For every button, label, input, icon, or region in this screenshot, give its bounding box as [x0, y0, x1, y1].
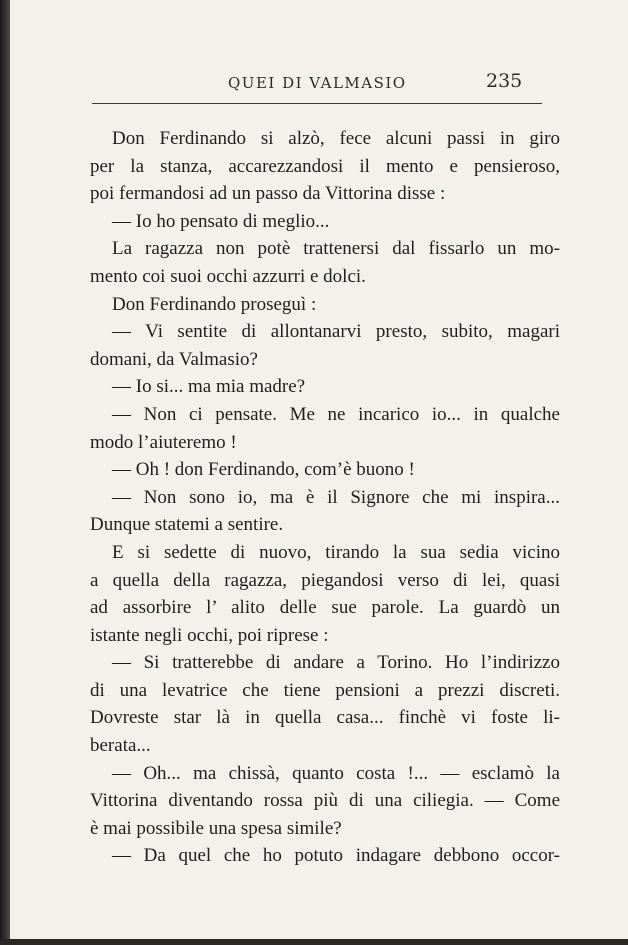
text-line: è mai possibile una spesa simile? — [90, 817, 342, 839]
text-line: — Non sono io, ma è il Signore che mi inspira... — [112, 486, 560, 508]
text-line: per la stanza, accarezzandosi il mento e pensieroso, — [90, 155, 560, 177]
book-page — [10, 0, 628, 945]
text-line: — Oh ! don Ferdinando, com’è buono ! — [112, 459, 415, 481]
text-line: istante negli occhi, poi riprese : — [90, 624, 329, 646]
text-line: — Io ho pensato di meglio... — [112, 210, 330, 232]
text-line: Don Ferdinando proseguì : — [112, 293, 317, 315]
text-line: Dunque statemi a sentire. — [90, 514, 284, 536]
text-line: modo l’aiuteremo ! — [90, 431, 237, 453]
page-bottom-edge — [0, 939, 628, 945]
text-line: Dovreste star là in quella casa... finchè vi foste li- — [90, 707, 560, 729]
page-header — [10, 64, 628, 94]
text-line: di una levatrice che tiene pensioni a prezzi discreti. — [90, 679, 560, 701]
book-spine — [0, 0, 10, 945]
running-title: QUEI DI VALMASIO — [228, 74, 407, 92]
text-line: La ragazza non potè trattenersi dal fissarlo un mo- — [112, 238, 560, 260]
text-line: Don Ferdinando si alzò, fece alcuni passi in giro — [112, 128, 560, 149]
text-line: — Vi sentite di allontanarvi presto, subito, magari — [112, 321, 560, 343]
text-line: — Oh... ma chissà, quanto costa !... — esclamò la — [112, 762, 560, 784]
text-line: ad assorbire l’ alito delle sue parole. La guardò un — [90, 597, 560, 619]
text-line: poi fermandosi ad un passo da Vittorina disse : — [90, 183, 446, 205]
text-line: a quella della ragazza, piegandosi verso di lei, quasi — [90, 569, 560, 591]
text-line: — Da quel che ho potuto indagare debbono occor- — [112, 845, 560, 867]
text-line: berata... — [90, 735, 151, 757]
body-text — [90, 125, 560, 870]
header-rule — [92, 103, 542, 104]
text-line: E si sedette di nuovo, tirando la sua sedia vicino — [112, 541, 560, 563]
page-number: 235 — [486, 70, 523, 92]
text-line: domani, da Valmasio? — [90, 348, 258, 370]
text-line: Vittorina diventando rossa più di una ciliegia. — Come — [90, 790, 560, 812]
text-line: — Io si... ma mia madre? — [112, 376, 306, 398]
text-line: — Si tratterebbe di andare a Torino. Ho l’indirizzo — [112, 652, 560, 674]
text-line: — Non ci pensate. Me ne incarico io... in qualche — [112, 403, 560, 425]
text-line: mento coi suoi occhi azzurri e dolci. — [90, 265, 366, 287]
